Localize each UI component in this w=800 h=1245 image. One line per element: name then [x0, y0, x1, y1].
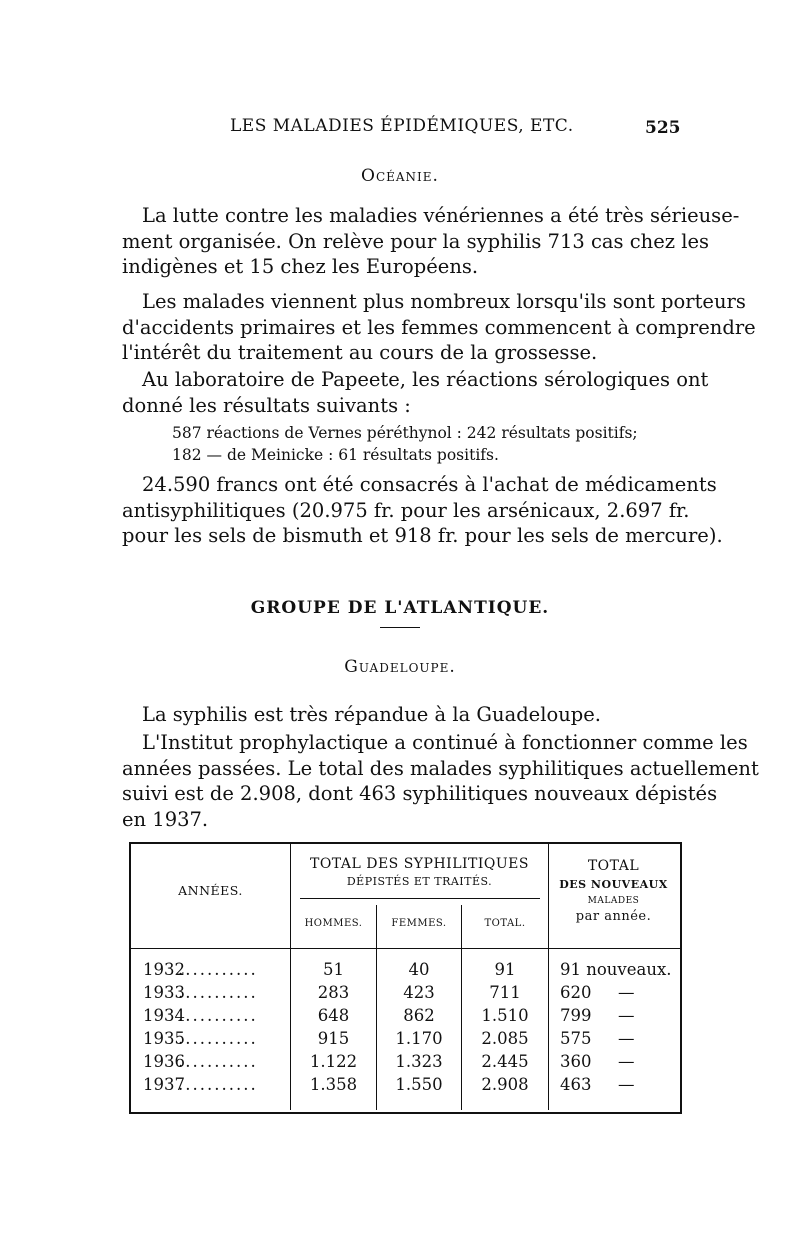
table-row	[0, 1006, 800, 1028]
row-year: 1936	[143, 1052, 185, 1071]
text-line: indigènes et 15 chez les Européens.	[122, 255, 479, 278]
row-femmes: 862	[403, 1006, 435, 1025]
row-leader-dots: ...........	[178, 983, 258, 1002]
col-header-total: TOTAL.	[484, 918, 526, 929]
row-hommes: 1.122	[309, 1052, 358, 1071]
text-line: suivi est de 2.908, dont 463 syphilitiques nouveaux dépistés	[122, 782, 718, 805]
oceanie-paragraph-4	[122, 472, 723, 549]
text-line: La lutte contre les maladies vénériennes a été très sérieuse-	[142, 204, 740, 227]
result-line-vernes: 587 réactions de Vernes péréthynol : 242 résultats positifs;	[172, 424, 638, 442]
text-line: l'intérêt du traitement au cours de la grossesse.	[122, 341, 598, 364]
col-header-nouveaux-line2: DES NOUVEAUX	[559, 878, 668, 891]
row-femmes: 423	[403, 983, 435, 1002]
title-rule	[380, 627, 420, 628]
row-femmes: 1.170	[395, 1029, 443, 1048]
page-number: 525	[645, 118, 681, 138]
oceanie-paragraph-3	[122, 367, 709, 418]
result-line-meinicke: 182 — de Meinicke : 61 résultats positifs.	[172, 446, 499, 464]
row-hommes: 51	[323, 960, 344, 979]
row-year: 1933	[143, 983, 185, 1002]
table-row	[0, 960, 800, 982]
row-leader-dots: ...........	[178, 960, 258, 979]
text-line: pour les sels de bismuth et 918 fr. pour les sels de mercure).	[122, 524, 723, 547]
guadeloupe-paragraph-1	[122, 702, 680, 728]
col-header-nouveaux-line4: par année.	[575, 909, 652, 924]
text-line: La syphilis est très répandue à la Guadeloupe.	[142, 703, 601, 726]
table-row	[0, 1075, 800, 1097]
table-row	[0, 1052, 800, 1074]
col-header-nouveaux-line1: TOTAL	[587, 858, 640, 874]
text-line: Les malades viennent plus nombreux lorsqu'ils sont porteurs	[142, 290, 746, 313]
table-row	[0, 1029, 800, 1051]
text-line: d'accidents primaires et les femmes commencent à comprendre	[122, 315, 756, 339]
row-total: 91	[494, 960, 516, 979]
row-year: 1932	[143, 960, 185, 979]
oceanie-paragraph-1	[122, 203, 740, 280]
text-line: en 1937.	[122, 807, 209, 831]
oceanie-paragraph-2	[122, 289, 756, 366]
group-header-rule	[300, 898, 540, 899]
col-header-annees: ANNÉES.	[178, 883, 243, 898]
row-leader-dots: ...........	[178, 1006, 258, 1025]
row-total: 2.445	[481, 1052, 529, 1071]
row-hommes: 648	[317, 1006, 350, 1025]
text-line: donné les résultats suivants :	[122, 393, 411, 417]
row-dash: —	[618, 1075, 635, 1094]
text-line: ment organisée. On relève pour la syphilis 713 cas chez les	[122, 229, 709, 253]
row-year: 1935	[143, 1029, 185, 1048]
row-nouveaux: 620	[560, 983, 592, 1002]
col-header-nouveaux-line3: MALADES	[587, 896, 640, 906]
row-year: 1934	[143, 1006, 185, 1025]
guadeloupe-paragraph-2	[122, 730, 759, 832]
row-hommes: 1.358	[309, 1075, 358, 1094]
section-title-oceanie: Océanie.	[361, 166, 439, 186]
text-line: antisyphilitiques (20.975 fr. pour les arsénicaux, 2.697 fr.	[122, 498, 690, 522]
group-title-atlantique: GROUPE DE L'ATLANTIQUE.	[250, 598, 550, 618]
row-year: 1937	[143, 1075, 185, 1094]
row-femmes: 1.323	[395, 1052, 443, 1071]
table-row	[0, 983, 800, 1005]
row-nouveaux: 91 nouveaux.	[560, 960, 672, 979]
col-header-femmes: FEMMES.	[391, 918, 447, 929]
col-header-hommes: HOMMES.	[304, 918, 363, 929]
row-total: 1.510	[481, 1006, 529, 1025]
row-dash: —	[618, 983, 635, 1002]
text-line: L'Institut prophylactique a continué à fonctionner comme les	[142, 731, 748, 754]
running-head: LES MALADIES ÉPIDÉMIQUES, ETC.	[230, 116, 574, 136]
text-line: Au laboratoire de Papeete, les réactions sérologiques ont	[142, 368, 709, 391]
row-total: 711	[489, 983, 521, 1002]
row-dash: —	[618, 1029, 635, 1048]
row-nouveaux: 575	[560, 1029, 592, 1048]
row-dash: —	[618, 1006, 635, 1025]
col-header-group-line2: DÉPISTÉS ET TRAITÉS.	[346, 875, 493, 888]
row-nouveaux: 463	[560, 1075, 592, 1094]
row-leader-dots: ...........	[178, 1075, 258, 1094]
row-nouveaux: 799	[560, 1006, 592, 1025]
row-femmes: 1.550	[395, 1075, 443, 1094]
row-total: 2.085	[481, 1029, 529, 1048]
row-total: 2.908	[481, 1075, 529, 1094]
row-dash: —	[618, 1052, 635, 1071]
text-line: années passées. Le total des malades syphilitiques actuellement	[122, 756, 759, 780]
row-nouveaux: 360	[560, 1052, 592, 1071]
row-hommes: 915	[317, 1029, 350, 1048]
row-leader-dots: ...........	[178, 1029, 258, 1048]
row-hommes: 283	[317, 983, 350, 1002]
row-femmes: 40	[408, 960, 430, 979]
text-line: 24.590 francs ont été consacrés à l'achat de médicaments	[142, 473, 717, 496]
col-header-group-line1: TOTAL DES SYPHILITIQUES	[309, 856, 529, 872]
table-header-rule	[131, 948, 680, 949]
section-title-guadeloupe: Guadeloupe.	[344, 657, 456, 677]
row-leader-dots: ...........	[178, 1052, 258, 1071]
